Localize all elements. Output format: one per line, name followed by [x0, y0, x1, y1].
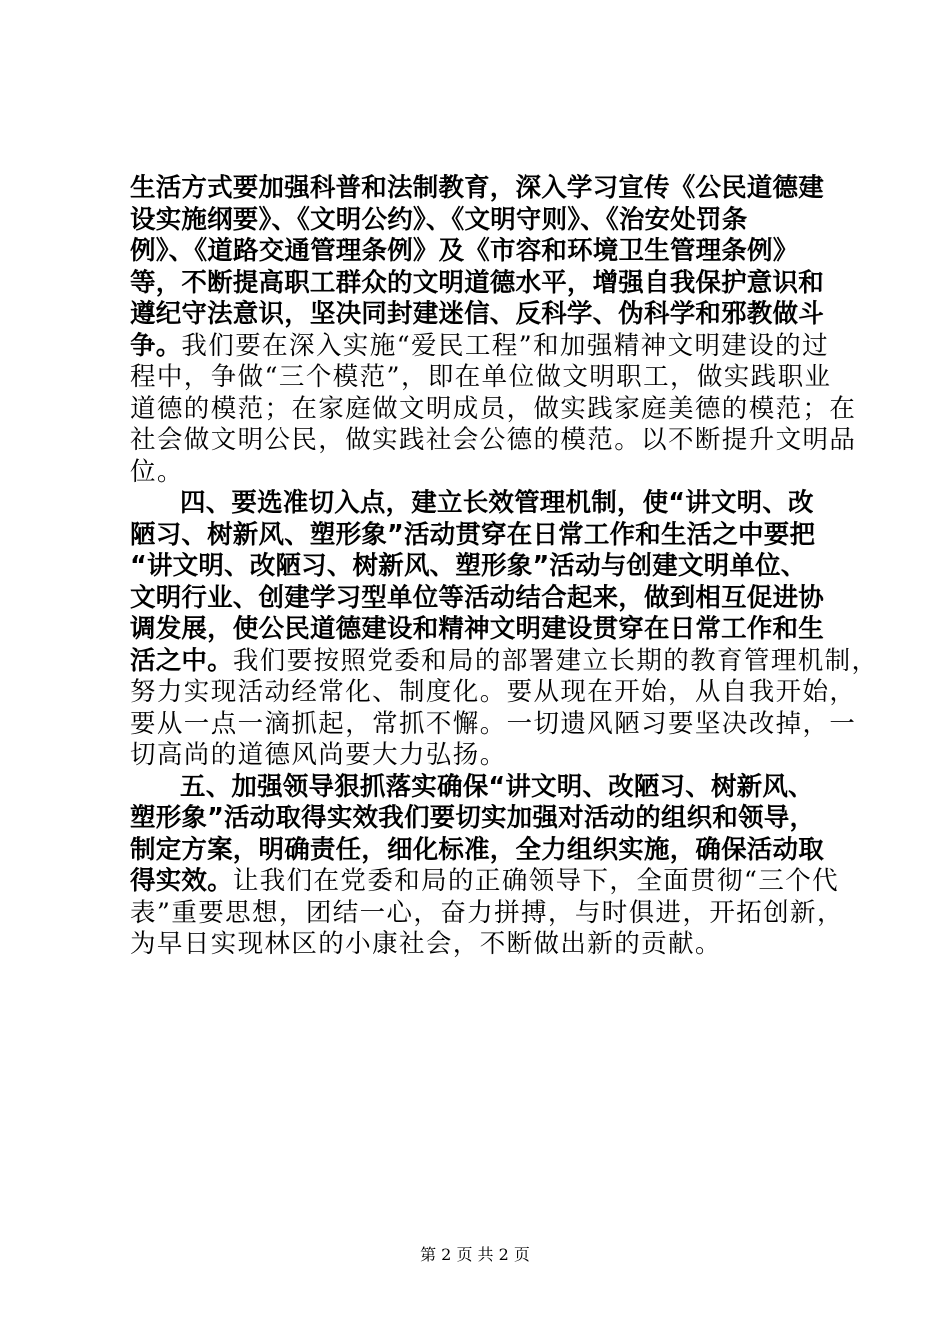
- text-line: [130, 928, 836, 960]
- text-line: [130, 298, 836, 330]
- text-line-content: 五、加强领导狠抓落实确保“讲文明、改陋习、树新风、: [180, 771, 814, 802]
- text-line-content: 要从一点一滴抓起，常抓不懈。一切遗风陋习要坚决改掉，一: [130, 708, 857, 739]
- text-line: [130, 771, 836, 803]
- page-footer: 第 2 页 共 2 页: [420, 1245, 530, 1264]
- text-line-bold-part: 得实效。: [130, 866, 233, 896]
- text-line: [130, 235, 836, 267]
- text-line-content: 四、要选准切入点，建立长效管理机制，使“讲文明、改: [180, 488, 814, 518]
- text-line: [130, 204, 836, 236]
- text-line: [130, 456, 836, 488]
- text-line: [130, 393, 857, 425]
- text-line-content: 调发展，使公民道德建设和精神文明建设贯穿在日常工作和生: [130, 614, 824, 644]
- text-line-content: “讲文明、改陋习、树新风、塑形象”活动与创建文明单位、: [130, 551, 807, 581]
- text-line: [130, 519, 836, 551]
- text-line: [130, 865, 840, 897]
- text-line-content: 位。: [130, 456, 184, 487]
- text-line: [130, 172, 836, 204]
- text-line: [130, 676, 857, 708]
- text-line-content: 设实施纲要》、《文明公约》、《文明守则》、《治安处罚条: [130, 204, 748, 235]
- text-line: [130, 613, 836, 645]
- text-line: [130, 330, 836, 362]
- text-line-content: 生活方式要加强科普和法制教育，深入学习宣传《公民道德建: [130, 173, 824, 203]
- text-line-content: 道德的模范；在家庭做文明成员，做实践家庭美德的模范；在: [130, 393, 857, 424]
- text-line-content: 塑形象”活动取得实效我们要切实加强对活动的组织和领导，: [130, 803, 816, 833]
- text-line-content: 制定方案，明确责任，细化标准，全力组织实施，确保活动取: [130, 834, 824, 865]
- text-line: [130, 708, 857, 740]
- text-line: [130, 802, 836, 834]
- text-line-content: 等，不断提高职工群众的文明道德水平，增强自我保护意识和: [130, 267, 824, 298]
- text-line-content: 陋习、树新风、塑形象”活动贯穿在日常工作和生活之中要把: [130, 519, 816, 550]
- text-line: [130, 424, 857, 456]
- text-line-content: 社会做文明公民，做实践社会公德的模范。以不断提升文明品: [130, 425, 857, 455]
- text-line: [130, 487, 836, 519]
- text-line-content: 切高尚的道德风尚要大力弘扬。: [130, 740, 507, 770]
- text-line-content: 程中，争做“三个模范”，即在单位做文明职工，做实践职业: [130, 362, 832, 392]
- text-line-regular-part: 让我们在党委和局的正确领导下，全面贯彻“三个代: [232, 866, 840, 896]
- text-line-content: 例》、《道路交通管理条例》及《市容和环境卫生管理条例》: [130, 236, 799, 266]
- document-body: [130, 172, 879, 960]
- text-line-bold-part: 争。: [130, 330, 182, 361]
- text-line-bold-part: 活之中。: [130, 645, 233, 676]
- text-line: [130, 897, 844, 929]
- text-line: [130, 645, 879, 677]
- text-line: [130, 550, 836, 582]
- text-line-content: 遵纪守法意识，坚决同封建迷信、反科学、伪科学和邪教做斗: [130, 299, 824, 329]
- text-line-regular-part: 我们要在深入实施“爱民工程”和加强精神文明建设的过: [181, 330, 829, 361]
- text-line: [130, 267, 836, 299]
- text-line: [130, 834, 836, 866]
- text-line: [130, 361, 836, 393]
- text-line-content: 表”重要思想，团结一心，奋力拼搏，与时俱进，开拓创新，: [130, 897, 844, 928]
- text-line: [130, 582, 836, 614]
- text-line-regular-part: 我们要按照党委和局的部署建立长期的教育管理机制，: [232, 645, 879, 676]
- text-line: [130, 739, 836, 771]
- text-line-content: 文明行业、创建学习型单位等活动结合起来，做到相互促进协: [130, 582, 824, 613]
- text-line-content: 为早日实现林区的小康社会，不断做出新的贡献。: [130, 929, 722, 959]
- text-line-content: 努力实现活动经常化、制度化。要从现在开始，从自我开始，: [130, 677, 857, 707]
